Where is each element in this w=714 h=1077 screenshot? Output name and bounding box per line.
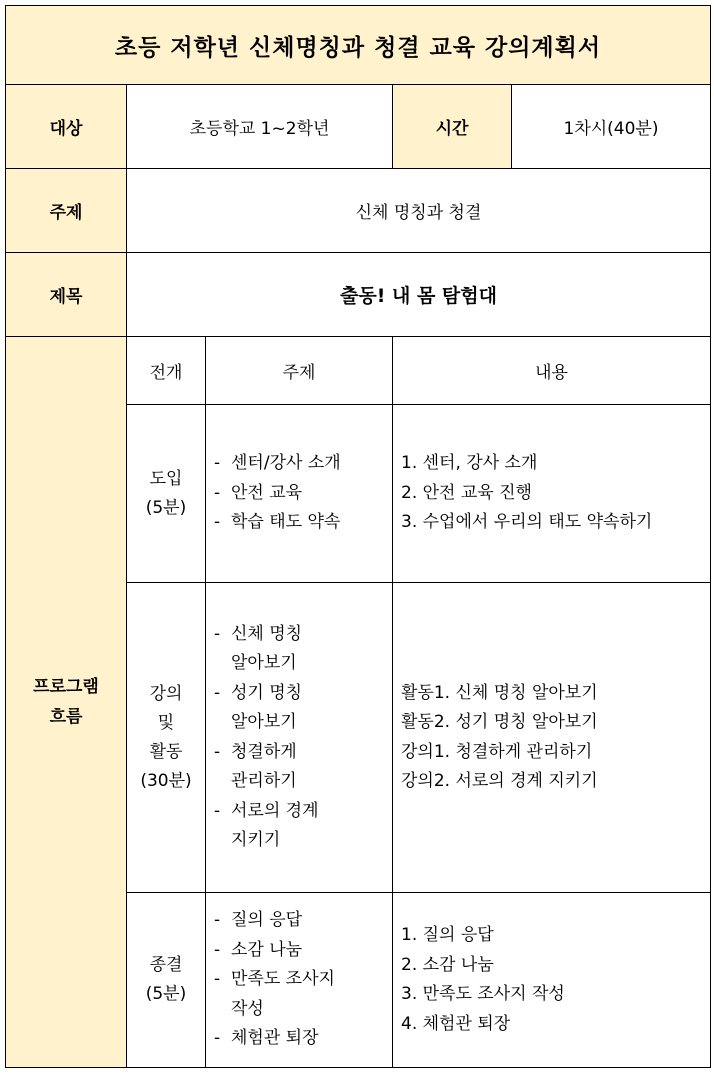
content-item: 활동1. 신체 명칭 알아보기	[401, 682, 598, 703]
program-flow-label	[6, 337, 127, 1068]
stage-name-closing: 종결 (5분)	[127, 893, 206, 1068]
content-item: 1. 질의 응답	[401, 925, 494, 945]
topic-item: - 신체 명칭 알아보기	[214, 620, 384, 679]
stage-contents-main	[393, 583, 711, 893]
subject-label: 주제	[6, 169, 127, 253]
stage-name-intro: 도입 (5분)	[127, 405, 206, 583]
document-title: 초등 저학년 신체명칭과 청결 교육 강의계획서	[6, 6, 711, 85]
content-item: 강의1. 청결하게 관리하기	[401, 741, 593, 762]
content-item: 2. 소감 나눔	[401, 954, 494, 975]
stage-topics-main	[206, 583, 393, 893]
stage-name-main: 강의 및 활동 (30분)	[127, 583, 206, 893]
column-header-stage: 전개	[127, 337, 206, 405]
subject-value: 신체 명칭과 청결	[127, 169, 711, 253]
target-value: 초등학교 1~2학년	[127, 85, 393, 169]
content-item: 강의2. 서로의 경계 지키기	[401, 771, 598, 791]
content-item: 1. 센터, 강사 소개	[401, 453, 538, 474]
time-label: 시간	[393, 85, 512, 169]
stage-contents-closing	[393, 893, 711, 1068]
content-item: 2. 안전 교육 진행	[401, 482, 532, 503]
content-item: 3. 만족도 조사지 작성	[401, 984, 565, 1004]
topic-item: - 학습 태도 약속	[214, 508, 384, 538]
topic-item: - 청결하게 관리하기	[214, 738, 384, 797]
topic-item: - 질의 응답	[214, 906, 384, 936]
content-item: 3. 수업에서 우리의 태도 약속하기	[401, 512, 653, 533]
column-header-content: 내용	[393, 337, 711, 405]
program-flow-label-line2: 흐름	[49, 707, 83, 727]
topic-item: - 서로의 경계 지키기	[214, 797, 384, 856]
program-flow-label-line1: 프로그램	[33, 677, 99, 697]
content-item: 4. 체험관 퇴장	[401, 1013, 511, 1034]
heading-value: 출동! 내 몸 탐험대	[127, 253, 711, 337]
topic-item: - 소감 나눔	[214, 936, 384, 966]
topic-item: - 센터/강사 소개	[214, 449, 384, 479]
topic-item: - 안전 교육	[214, 479, 384, 509]
topic-item: - 체험관 퇴장	[214, 1024, 384, 1054]
stage-topics-closing	[206, 893, 393, 1068]
lesson-plan-table	[5, 5, 711, 1068]
content-item: 활동2. 성기 명칭 알아보기	[401, 712, 598, 732]
time-value: 1차시(40분)	[512, 85, 711, 169]
stage-topics-intro	[206, 405, 393, 583]
column-header-topic: 주제	[206, 337, 393, 405]
topic-item: - 성기 명칭 알아보기	[214, 679, 384, 738]
topic-item: - 만족도 조사지 작성	[214, 965, 384, 1024]
heading-label: 제목	[6, 253, 127, 337]
target-label: 대상	[6, 85, 127, 169]
stage-contents-intro	[393, 405, 711, 583]
